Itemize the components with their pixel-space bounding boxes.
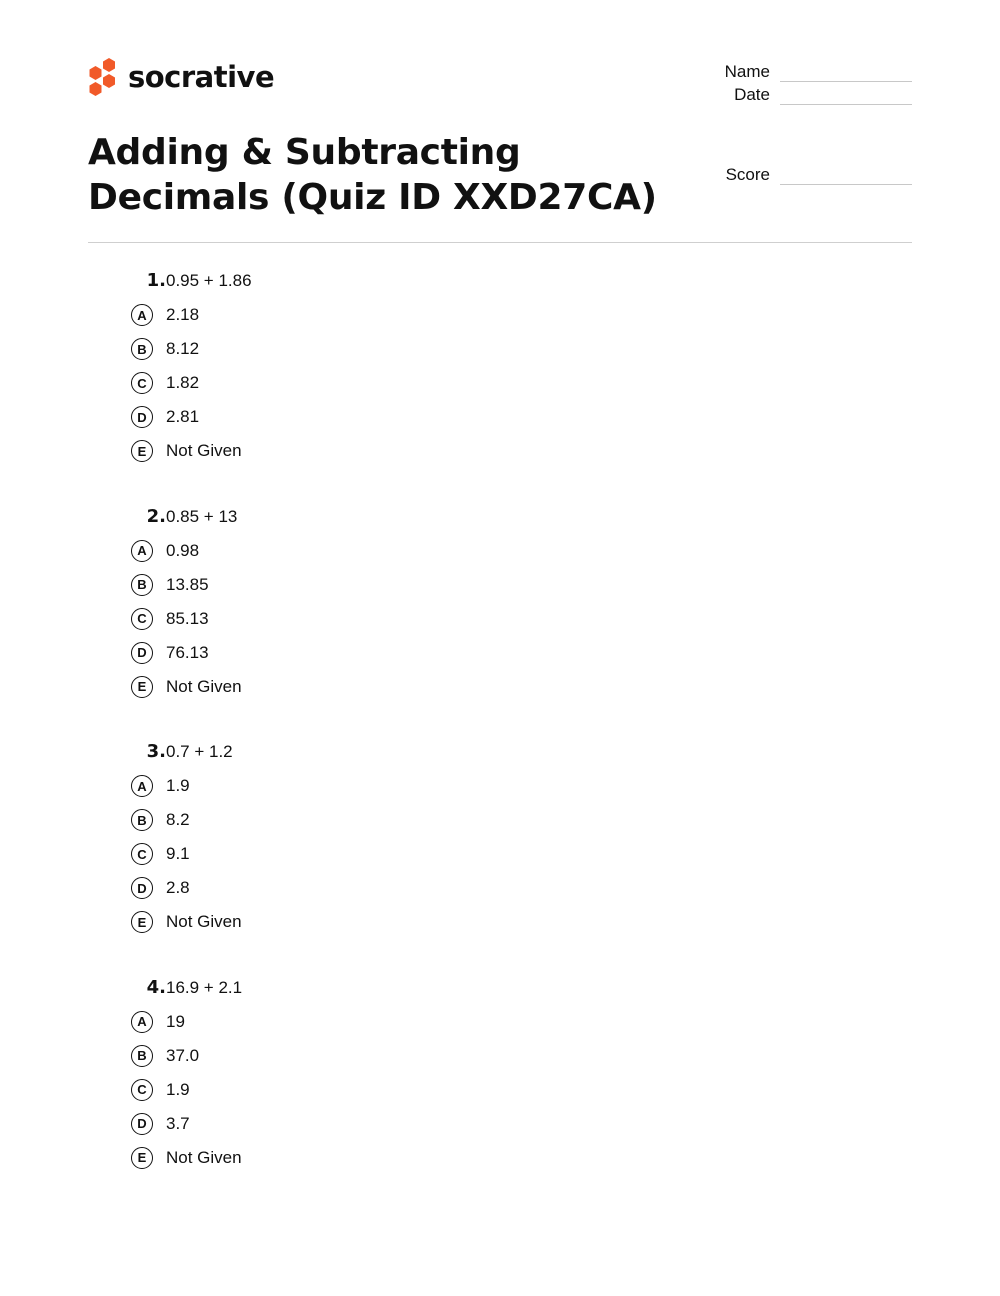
answer-bubble[interactable]: E [131, 676, 153, 698]
answer-bubble[interactable]: A [131, 775, 153, 797]
question-4 [130, 977, 252, 1213]
question-number: 3. [146, 741, 166, 762]
score-line[interactable] [780, 184, 912, 185]
question-3 [130, 741, 252, 977]
option-a[interactable] [130, 298, 252, 332]
header-divider [88, 242, 912, 243]
question-1 [130, 270, 252, 506]
option-text: Not Given [166, 1147, 242, 1167]
option-text: Not Given [166, 441, 242, 460]
question-text: 0.95 + 1.86 [166, 271, 252, 290]
brand-name: socrative [128, 60, 275, 94]
option-text: 37.0 [166, 1045, 200, 1065]
option-text: Not Given [166, 912, 242, 931]
option-e[interactable] [130, 1141, 252, 1175]
answer-bubble[interactable]: A [131, 304, 153, 326]
question-number: 4. [146, 976, 166, 998]
option-e[interactable] [130, 434, 252, 468]
option-text: 0.98 [166, 540, 200, 560]
answer-bubble[interactable]: A [131, 1011, 153, 1033]
option-e[interactable] [130, 905, 252, 939]
option-c[interactable] [130, 1073, 252, 1107]
hexagon-cluster-icon [88, 57, 118, 97]
option-d[interactable] [130, 636, 252, 670]
question-list [130, 270, 252, 1212]
answer-bubble[interactable]: B [131, 338, 153, 360]
date-line[interactable] [780, 104, 912, 105]
answer-bubble[interactable]: C [131, 608, 153, 630]
option-text: 13.85 [166, 574, 209, 594]
answer-bubble[interactable]: E [131, 911, 153, 933]
answer-bubble[interactable]: D [131, 406, 153, 428]
option-c[interactable] [130, 837, 252, 871]
answer-bubble[interactable]: A [131, 540, 153, 562]
date-field [700, 84, 912, 108]
hexagon-right [103, 74, 115, 88]
answer-bubble[interactable]: E [131, 1147, 153, 1169]
option-d[interactable] [130, 400, 252, 434]
option-c[interactable] [130, 366, 252, 400]
answer-bubble[interactable]: C [131, 372, 153, 394]
hexagon-left [90, 66, 102, 80]
answer-bubble[interactable]: D [131, 642, 153, 664]
answer-bubble[interactable]: B [131, 574, 153, 596]
hexagon-top [103, 58, 115, 72]
option-text: 2.81 [166, 407, 200, 426]
question-number: 1. [146, 270, 166, 291]
score-field [700, 164, 912, 188]
option-text: 3.7 [166, 1113, 190, 1133]
answer-bubble[interactable]: B [131, 1045, 153, 1067]
question-text: 0.85 + 13 [166, 506, 238, 526]
answer-bubble[interactable]: C [131, 1079, 153, 1101]
option-b[interactable] [130, 568, 252, 602]
name-label: Name [724, 62, 770, 81]
option-text: 9.1 [166, 844, 190, 863]
option-d[interactable] [130, 871, 252, 905]
name-field [700, 61, 912, 85]
option-text: 2.18 [166, 305, 200, 324]
option-text: 85.13 [166, 608, 209, 628]
socrative-logo [88, 57, 274, 97]
option-text: Not Given [166, 676, 242, 696]
score-label: Score [725, 165, 770, 184]
question-text: 0.7 + 1.2 [166, 742, 233, 761]
option-a[interactable] [130, 769, 252, 803]
option-text: 19 [166, 1011, 185, 1031]
question-number: 2. [146, 505, 166, 527]
option-b[interactable] [130, 1039, 252, 1073]
hexagon-bottom [90, 82, 102, 96]
option-a[interactable] [130, 534, 252, 568]
name-line[interactable] [780, 81, 912, 82]
option-d[interactable] [130, 1107, 252, 1141]
answer-bubble[interactable]: D [131, 877, 153, 899]
option-b[interactable] [130, 803, 252, 837]
option-text: 8.12 [166, 339, 200, 358]
answer-bubble[interactable]: D [131, 1113, 153, 1135]
option-text: 76.13 [166, 642, 209, 662]
option-text: 1.82 [166, 373, 200, 392]
option-a[interactable] [130, 1005, 252, 1039]
answer-bubble[interactable]: B [131, 809, 153, 831]
option-text: 1.9 [166, 776, 190, 795]
option-text: 2.8 [166, 878, 190, 897]
option-c[interactable] [130, 602, 252, 636]
answer-bubble[interactable]: C [131, 843, 153, 865]
date-label: Date [734, 85, 770, 104]
question-2 [130, 506, 252, 742]
option-text: 8.2 [166, 810, 190, 829]
option-e[interactable] [130, 670, 252, 704]
question-text: 16.9 + 2.1 [166, 977, 243, 997]
answer-bubble[interactable]: E [131, 440, 153, 462]
option-b[interactable] [130, 332, 252, 366]
quiz-title: Adding & Subtracting Decimals (Quiz ID XXD27CA) [88, 132, 657, 218]
option-text: 1.9 [166, 1079, 190, 1099]
